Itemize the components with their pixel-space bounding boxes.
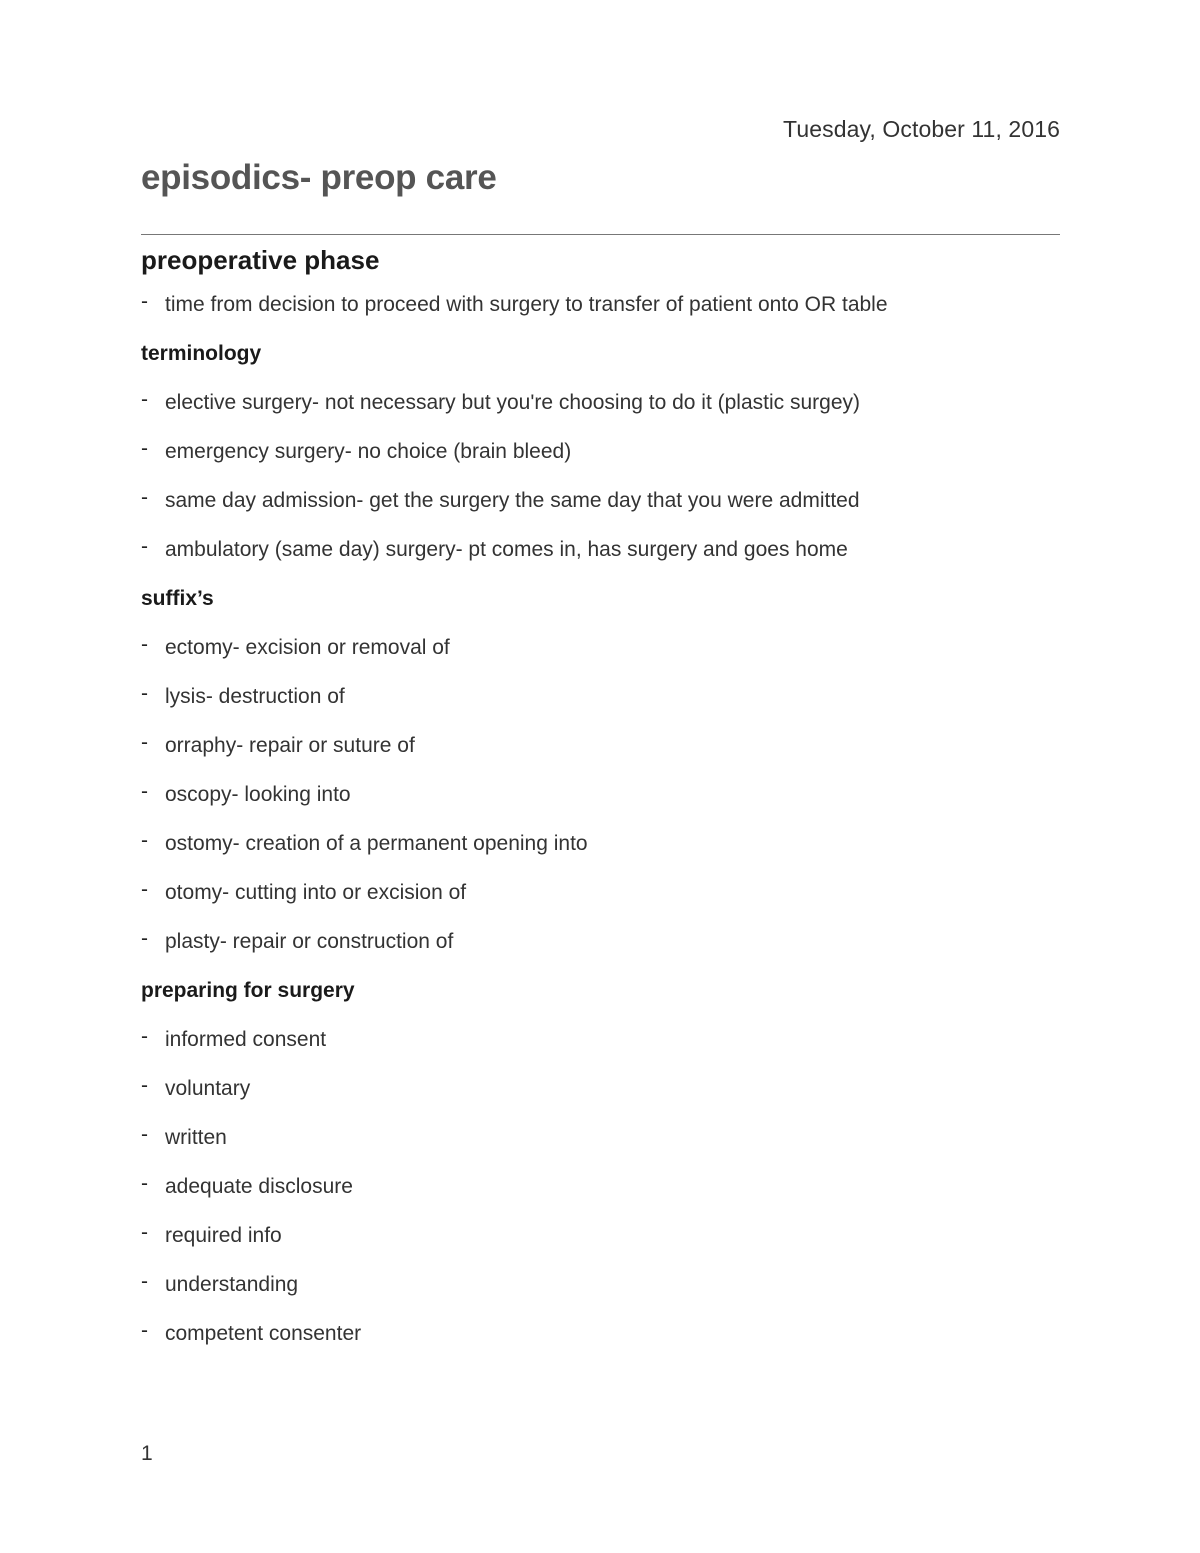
list-item-text: voluntary — [165, 1077, 251, 1100]
section-heading: suffix’s — [141, 587, 214, 610]
section-preoperative-phase — [141, 240, 1060, 329]
list-item — [141, 1162, 1060, 1211]
list-item — [141, 819, 1060, 868]
list-item — [141, 476, 1060, 525]
list-item — [141, 1211, 1060, 1260]
list-item-text: written — [165, 1126, 227, 1149]
bullet-dash: - — [141, 829, 148, 852]
bullet-dash: - — [141, 1270, 148, 1293]
section-heading: terminology — [141, 342, 262, 365]
list-item — [141, 427, 1060, 476]
list-item-text: competent consenter — [165, 1322, 362, 1345]
list-item — [141, 917, 1060, 966]
bullet-list — [141, 378, 1060, 574]
bullet-dash: - — [141, 927, 148, 950]
list-item — [141, 1064, 1060, 1113]
page-number: 1 — [141, 1442, 153, 1465]
bullet-dash: - — [141, 1221, 148, 1244]
list-item — [141, 280, 1060, 329]
list-item — [141, 868, 1060, 917]
list-item — [141, 1309, 1060, 1358]
bullet-dash: - — [141, 878, 148, 901]
bullet-dash: - — [141, 388, 148, 411]
bullet-dash: - — [141, 1172, 148, 1195]
list-item — [141, 378, 1060, 427]
list-item-text: lysis- destruction of — [165, 685, 345, 708]
bullet-list — [141, 623, 1060, 966]
bullet-dash: - — [141, 535, 148, 558]
bullet-dash: - — [141, 633, 148, 656]
list-item — [141, 1260, 1060, 1309]
section-heading: preparing for surgery — [141, 979, 355, 1002]
bullet-dash: - — [141, 1074, 148, 1097]
list-item-text: time from decision to proceed with surgery to transfer of patient onto OR table — [165, 293, 888, 316]
list-item — [141, 1015, 1060, 1064]
list-item-text: orraphy- repair or suture of — [165, 734, 415, 757]
list-item-text: required info — [165, 1224, 282, 1247]
list-item-text: ectomy- excision or removal of — [165, 636, 450, 659]
document-page — [141, 0, 1060, 1553]
bullet-dash: - — [141, 682, 148, 705]
list-item-text: understanding — [165, 1273, 299, 1296]
list-item-text: otomy- cutting into or excision of — [165, 881, 467, 904]
bullet-dash: - — [141, 1025, 148, 1048]
list-item — [141, 525, 1060, 574]
document-body — [141, 240, 1060, 1358]
list-item-text: ostomy- creation of a permanent opening into — [165, 832, 588, 855]
bullet-dash: - — [141, 1319, 148, 1342]
bullet-dash: - — [141, 290, 148, 313]
list-item — [141, 1113, 1060, 1162]
bullet-dash: - — [141, 437, 148, 460]
list-item-text: emergency surgery- no choice (brain bleed) — [165, 440, 572, 463]
bullet-dash: - — [141, 1123, 148, 1146]
list-item-text: informed consent — [165, 1028, 327, 1051]
section-suffixes — [141, 574, 1060, 966]
bullet-dash: - — [141, 780, 148, 803]
list-item — [141, 672, 1060, 721]
list-item-text: ambulatory (same day) surgery- pt comes in, has surgery and goes home — [165, 538, 848, 561]
list-item-text: adequate disclosure — [165, 1175, 353, 1198]
section-preparing-for-surgery — [141, 966, 1060, 1358]
list-item-text: oscopy- looking into — [165, 783, 351, 806]
bullet-list — [141, 280, 1060, 329]
list-item-text: elective surgery- not necessary but you're choosing to do it (plastic surgey) — [165, 391, 861, 414]
list-item — [141, 721, 1060, 770]
document-date: Tuesday, October 11, 2016 — [783, 116, 1060, 142]
section-terminology — [141, 329, 1060, 574]
list-item-text: same day admission- get the surgery the same day that you were admitted — [165, 489, 860, 512]
bullet-list — [141, 1015, 1060, 1358]
title-divider — [141, 234, 1060, 235]
list-item — [141, 770, 1060, 819]
list-item — [141, 623, 1060, 672]
document-title: episodics- preop care — [141, 158, 497, 197]
list-item-text: plasty- repair or construction of — [165, 930, 454, 953]
section-heading: preoperative phase — [141, 245, 380, 275]
bullet-dash: - — [141, 731, 148, 754]
bullet-dash: - — [141, 486, 148, 509]
